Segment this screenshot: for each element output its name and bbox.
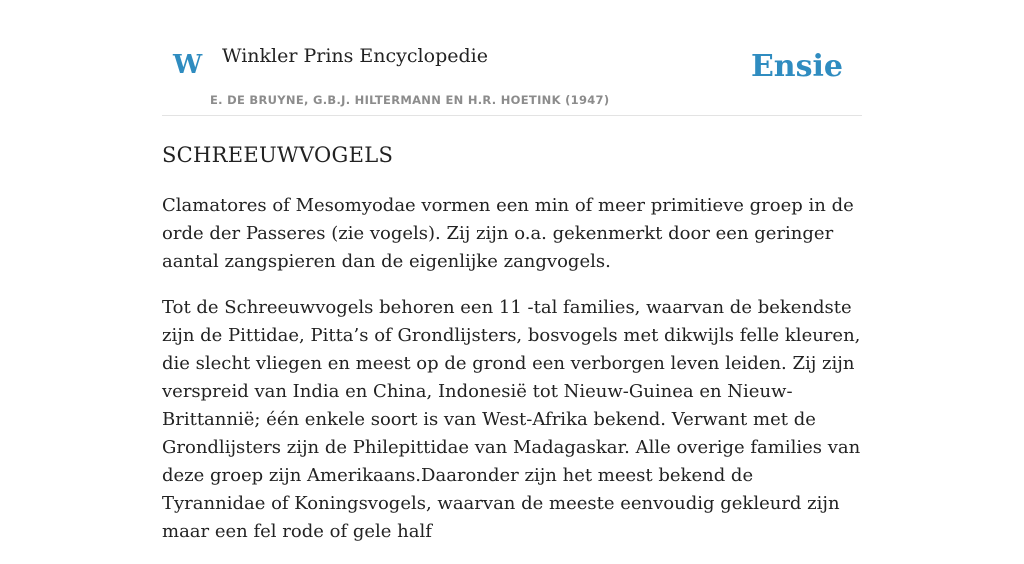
article-headword: SCHREEUWVOGELS xyxy=(162,143,394,167)
encyclopedia-title[interactable]: Winkler Prins Encyclopedie xyxy=(222,45,488,67)
site-header xyxy=(162,30,862,116)
article-paragraph: Tot de Schreeuwvogels behoren een 11 -tal families, waarvan de bekendste zijn de Pittidae, Pitta’s of Grondlijsters, bosvogels met dikwijls felle kleuren, die slecht vliegen en meest op de grond een verborgen leven leiden. Zij zijn verspreid van India en China, Indonesië tot Nieuw-Guinea en Nieuw-Brittannië; één enkele soort is van West-Afrika bekend. Verwant met de Grondlijsters zijn de Philepittidae van Madagaskar. Alle overige families van deze groep zijn Amerikaans.Daaronder zijn het meest bekend de Tyrannidae of Koningsvogels, waarvan de meeste eenvoudig gekleurd zijn maar een fel rode of gele half xyxy=(162,297,861,542)
ensie-logo[interactable]: Ensie xyxy=(750,49,843,84)
authors-byline: E. DE BRUYNE, G.B.J. HILTERMANN EN H.R. HOETINK (1947) xyxy=(210,93,610,107)
article-paragraph: Clamatores of Mesomyodae vormen een min of meer primitieve groep in de orde der Passeres (zie vogels). Zij zijn o.a. gekenmerkt door een geringer aantal zangspieren dan de eigenlijke zangvogels. xyxy=(162,195,854,272)
encyclopedia-logo[interactable]: W xyxy=(173,50,203,80)
article-body xyxy=(162,142,862,564)
